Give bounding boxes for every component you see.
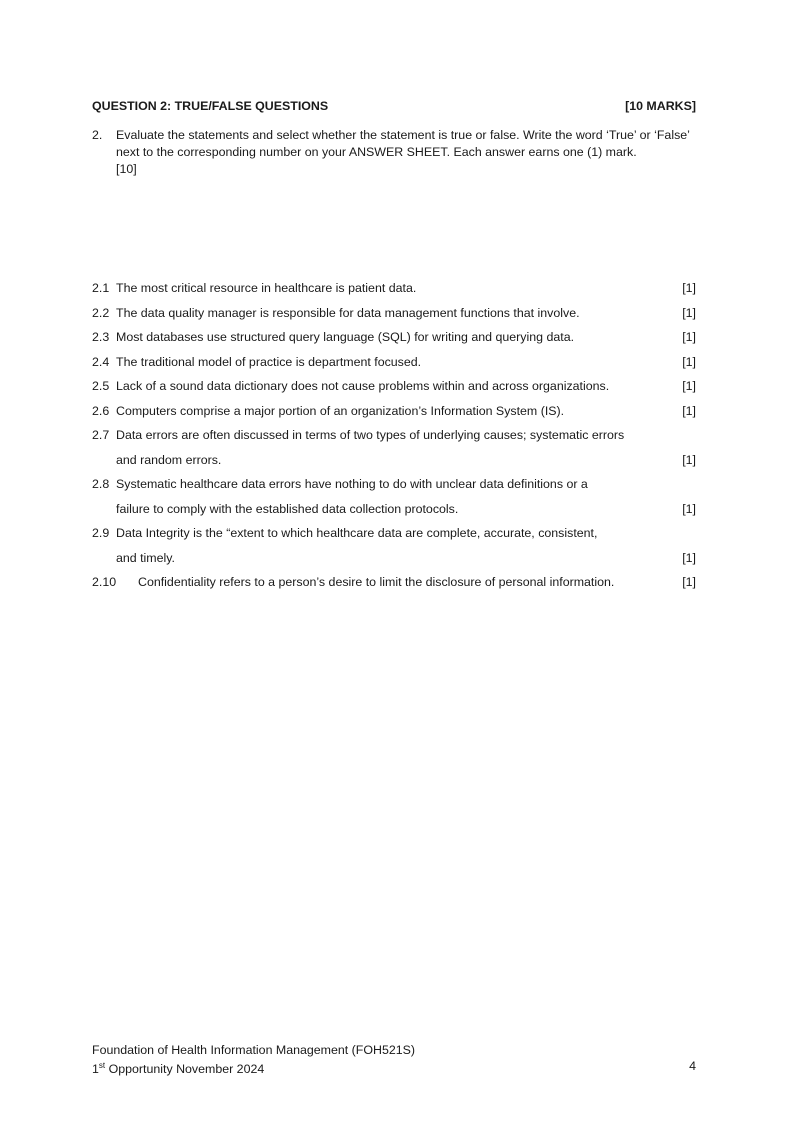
statement-row — [92, 377, 696, 402]
statement-number: 2.3 — [92, 330, 110, 344]
statement-mark: [1] — [682, 501, 696, 516]
instruction-number: 2. — [92, 128, 103, 142]
statement-number: 2.7 — [92, 428, 110, 442]
statement-text — [92, 328, 574, 353]
statement-text — [92, 475, 588, 500]
question-marks: [10 MARKS] — [625, 99, 696, 113]
statement-row — [92, 475, 696, 500]
statement-row — [92, 524, 696, 549]
statement-number: 2.8 — [92, 477, 110, 491]
question-title: QUESTION 2: TRUE/FALSE QUESTIONS — [92, 99, 329, 113]
statement-continuation — [92, 451, 221, 476]
statement-mark: [1] — [682, 281, 696, 295]
statement-text — [92, 426, 624, 451]
statement-mark: [1] — [682, 379, 696, 393]
statement-continuation — [92, 549, 175, 574]
footer — [92, 1042, 696, 1077]
statement-line: Most databases use structured query language (SQL) for writing and querying data. — [116, 330, 575, 344]
statement-text — [92, 524, 597, 549]
instruction-marks: [10] — [116, 162, 137, 176]
statement-line: The most critical resource in healthcare is patient data. — [116, 281, 417, 295]
page-number: 4 — [689, 1059, 696, 1073]
opportunity — [92, 1058, 264, 1077]
statement-line: failure to comply with the established data collection protocols. — [116, 501, 459, 516]
statement-text — [92, 353, 421, 378]
statement-mark: [1] — [682, 330, 696, 344]
statement-continuation — [92, 500, 458, 525]
statement-line: The data quality manager is responsible for data management functions that involve. — [116, 305, 580, 320]
statement-number: 2.1 — [92, 281, 110, 295]
statement-line: and random errors. — [116, 452, 222, 467]
statement-number: 2.4 — [92, 354, 110, 369]
question-header — [92, 99, 696, 113]
statement-text — [92, 573, 614, 598]
statement-line: The traditional model of practice is department focused. — [116, 354, 422, 369]
statement-row — [92, 328, 696, 353]
statement-row — [92, 451, 696, 476]
statement-text — [92, 377, 609, 402]
statement-number: 2.2 — [92, 305, 110, 320]
statement-line: Lack of a sound data dictionary does not cause problems within and across organizations. — [116, 379, 610, 393]
statement-row — [92, 279, 696, 304]
statement-row — [92, 573, 696, 598]
statement-line: Confidentiality refers to a person’s desire to limit the disclosure of personal information. — [138, 575, 615, 589]
statement-number: 2.5 — [92, 379, 110, 393]
statement-number: 2.10 — [92, 575, 117, 589]
statement-mark: [1] — [682, 354, 696, 369]
statement-line: and timely. — [116, 550, 175, 565]
statement-text — [92, 304, 580, 329]
instruction-text: Evaluate the statements and select whether the statement is true or false. Write the word ‘True’ or ‘False’ next to the corresponding number on your ANSWER SHEET. Each answer earns one (1) mark. — [116, 128, 690, 159]
statement-mark: [1] — [682, 575, 696, 589]
statement-mark: [1] — [682, 305, 696, 320]
statement-row — [92, 549, 696, 574]
instruction — [92, 127, 696, 178]
statement-mark: [1] — [682, 550, 696, 565]
statement-row — [92, 353, 696, 378]
statement-mark: [1] — [682, 452, 696, 467]
statement-mark: [1] — [682, 403, 696, 418]
opportunity-number: 1 — [92, 1062, 99, 1077]
statement-row — [92, 402, 696, 427]
statement-text — [92, 279, 416, 304]
statement-row — [92, 304, 696, 329]
statement-line: Computers comprise a major portion of an organization’s Information System (IS). — [116, 403, 565, 418]
course-name: Foundation of Health Information Management (FOH521S) — [92, 1043, 416, 1057]
statement-line: Data errors are often discussed in terms of two types of underlying causes; systematic errors — [116, 428, 625, 442]
statement-list — [92, 279, 696, 598]
statement-line: Systematic healthcare data errors have nothing to do with unclear data definitions or a — [116, 477, 588, 491]
statement-row — [92, 500, 696, 525]
statement-number: 2.6 — [92, 403, 110, 418]
statement-row — [92, 426, 696, 451]
statement-text — [92, 402, 564, 427]
statement-number: 2.9 — [92, 526, 110, 540]
opportunity-suffix: st — [98, 1061, 106, 1070]
opportunity-text: Opportunity November 2024 — [105, 1062, 265, 1077]
statement-line: Data Integrity is the “extent to which healthcare data are complete, accurate, consistent, — [116, 526, 598, 540]
